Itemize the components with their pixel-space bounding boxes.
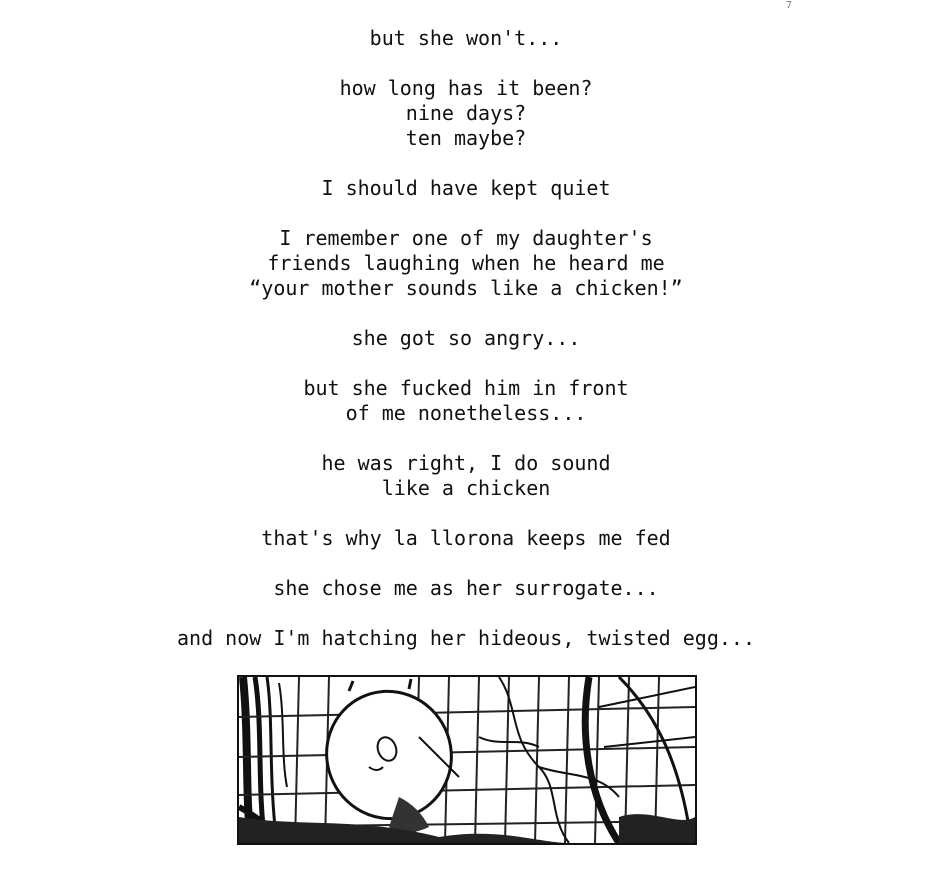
stanza-4 (0, 226, 932, 301)
stanza-1 (0, 26, 932, 51)
stanza-7 (0, 451, 932, 501)
stanza-10 (0, 626, 932, 651)
stanza-5 (0, 326, 932, 351)
poem-line: ten maybe? (405, 126, 527, 150)
poem-text (0, 26, 932, 676)
poem-line: nine days? (405, 101, 527, 125)
poem-line: that's why la llorona keeps me fed (261, 526, 671, 550)
poem-line: and now I'm hatching her hideous, twisted egg... (177, 626, 755, 650)
poem-line: I remember one of my daughter's (279, 226, 653, 250)
stanza-8 (0, 526, 932, 551)
poem-line: he was right, I do sound (321, 451, 611, 475)
illustration-panel (237, 675, 697, 845)
poem-line: she chose me as her surrogate... (273, 576, 659, 600)
stanza-6 (0, 376, 932, 426)
poem-line: but she fucked him in front (303, 376, 629, 400)
poem-line: like a chicken (381, 476, 551, 500)
poem-line: of me nonetheless... (345, 401, 587, 425)
ink-illustration (239, 677, 695, 843)
stanza-2 (0, 76, 932, 151)
stanza-3 (0, 176, 932, 201)
poem-line: I should have kept quiet (321, 176, 611, 200)
poem-line: friends laughing when he heard me (267, 251, 665, 275)
stanza-9 (0, 576, 932, 601)
poem-line: but she won't... (369, 26, 563, 50)
poem-line: how long has it been? (339, 76, 593, 100)
poem-line: she got so angry... (351, 326, 581, 350)
poem-line: “your mother sounds like a chicken!” (249, 276, 683, 300)
corner-mark: 7 (786, 0, 793, 11)
